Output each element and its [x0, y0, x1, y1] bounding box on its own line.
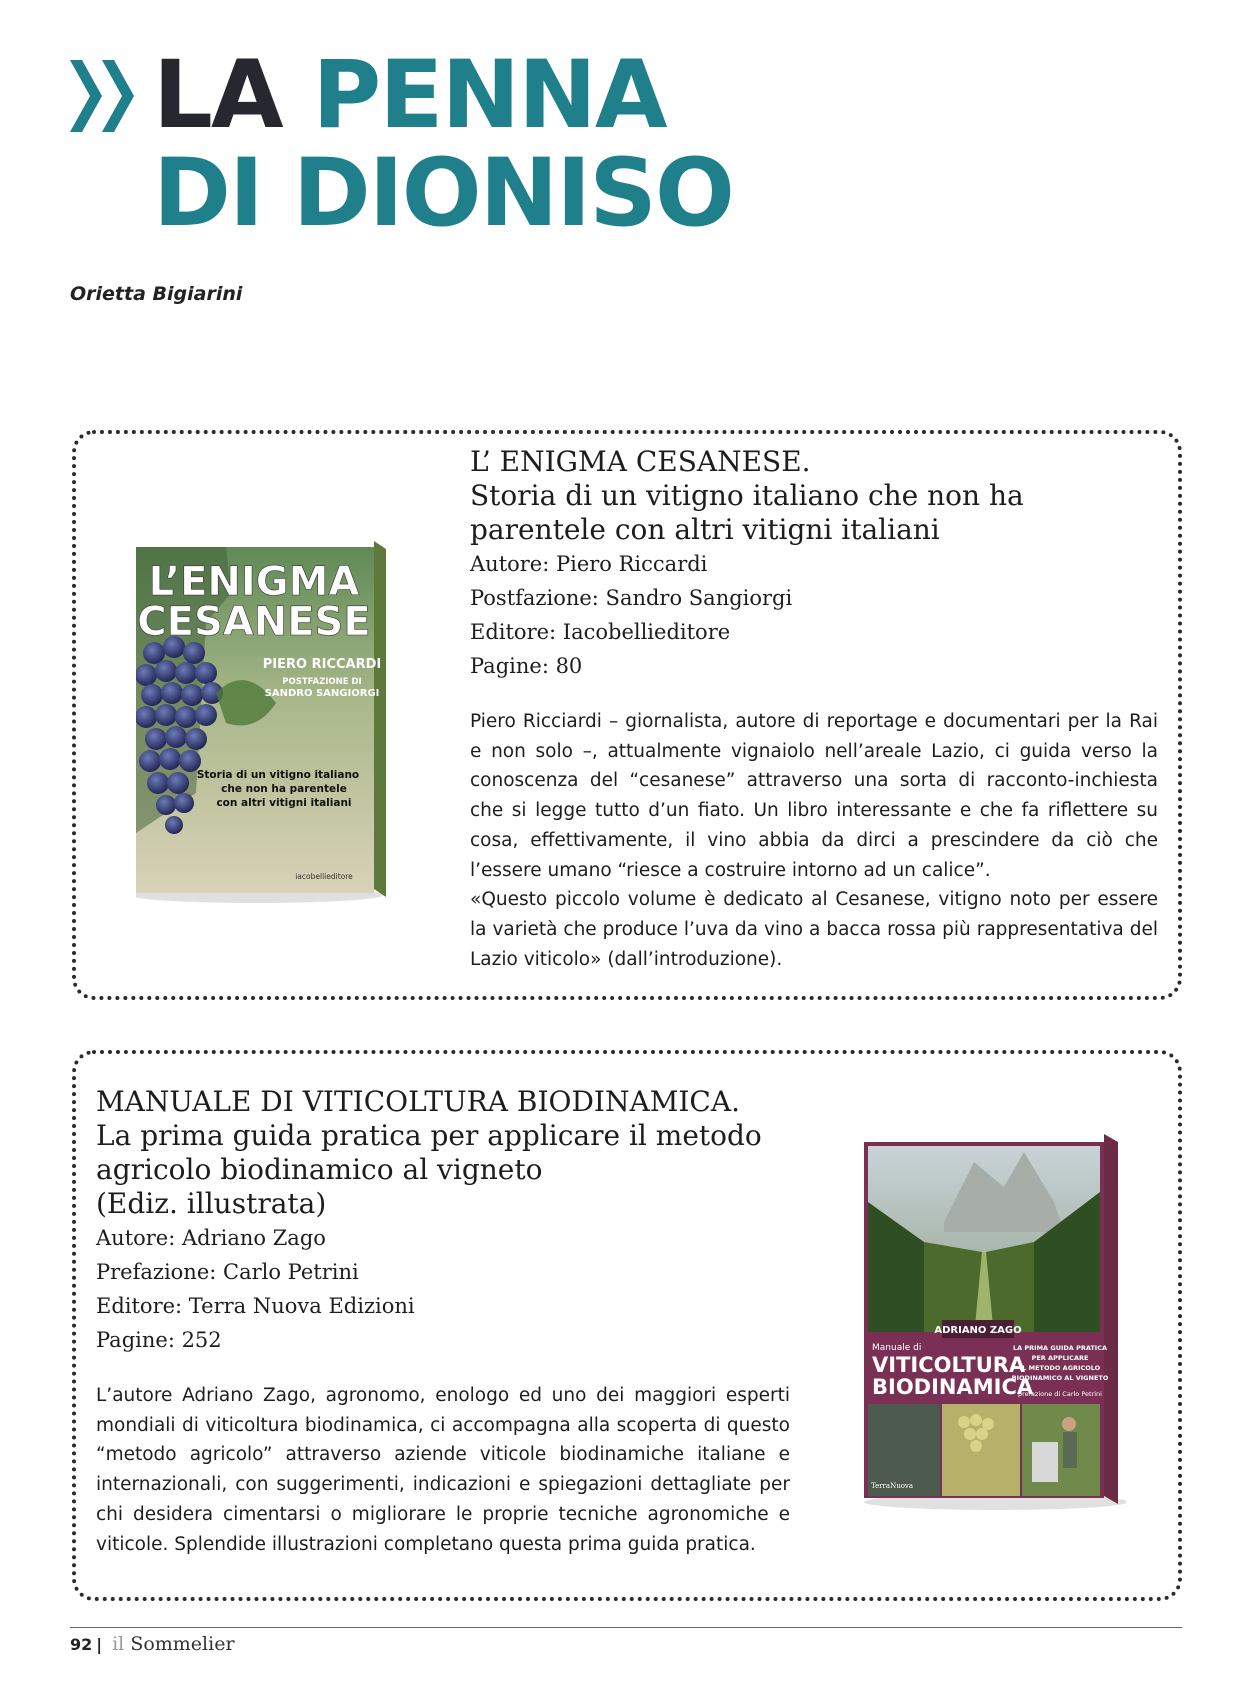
cover1-publisher: iacobellieditore — [295, 872, 353, 881]
book1-title-line1: L’ ENIGMA CESANESE. — [470, 445, 811, 478]
page-title-line1 — [153, 41, 666, 150]
book1-author: Autore: Piero Riccardi — [470, 552, 708, 576]
cover1-subtitle2: che non ha parentele — [221, 783, 347, 795]
cover2-tagline2: PER APPLICARE — [1031, 1354, 1089, 1362]
book2-publisher: Editore: Terra Nuova Edizioni — [96, 1294, 415, 1318]
book1-title-line2: Storia di un vitigno italiano che non ha — [470, 479, 1024, 512]
book2-prefazione: Prefazione: Carlo Petrini — [96, 1260, 359, 1284]
book1-pages: Pagine: 80 — [470, 654, 583, 678]
book1-quote: «Questo piccolo volume è dedicato al Cesanese, vitigno noto per essere la varietà che produce l’uva da vino a bacca rossa più rappresentativa del Lazio viticolo» (dall’introduzione). — [470, 889, 1158, 970]
cover2-manuale: Manuale di — [872, 1343, 922, 1353]
footer-separator: | — [96, 1635, 103, 1654]
title-word-penna: PENNA — [312, 41, 666, 150]
page-title-line2: DI DIONISO — [153, 139, 733, 248]
cover1-subtitle3: con altri vitigni italiani — [216, 797, 352, 809]
book-cover-enigma-cesanese — [136, 533, 392, 905]
book2-title-line4: (Ediz. illustrata) — [96, 1187, 327, 1220]
page-number: 92 — [70, 1635, 93, 1654]
title-word-la: LA — [153, 41, 282, 150]
magazine-prefix: il — [112, 1633, 125, 1655]
article-author: Orietta Bigiarini — [70, 283, 243, 305]
book1-description: Piero Ricciardi – giornalista, autore di reportage e documentari per la Rai e non solo –, attualmente vignaiolo nell’areale Lazio, ci guida verso la conoscenza del “cesanese” attraverso una sorta di racconto-inchiesta che si legge tutto d’un fiato. Un libro interessante e che fa riflettere su cosa, effettivamente, il vino abbia da dirci a prescindere da ciò che l’essere umano “riesce a costruire intorno ad un calice”. — [470, 711, 1158, 881]
book1-postfazione: Postfazione: Sandro Sangiorgi — [470, 586, 793, 610]
footer-rule — [70, 1627, 1182, 1628]
cover1-postfazione-name: SANDRO SANGIORGI — [264, 688, 380, 699]
cover2-tagline3: IL METODO AGRICOLO — [1019, 1364, 1101, 1372]
book1-details — [470, 445, 1158, 974]
book-cover-manuale-viticoltura — [864, 1132, 1126, 1512]
magazine-name — [112, 1633, 234, 1655]
book1-publisher: Editore: Iacobellieditore — [470, 620, 731, 644]
cover1-subtitle1: Storia di un vitigno italiano — [196, 769, 360, 781]
cover1-title2: CESANESE — [137, 599, 371, 645]
book2-title-line1: MANUALE DI VITICOLTURA BIODINAMICA. — [96, 1085, 740, 1118]
cover2-preface: prefazione di Carlo Petrini — [1018, 1390, 1102, 1398]
double-chevron-icon — [68, 56, 138, 136]
magazine-title: Sommelier — [130, 1633, 235, 1655]
book1-title-line3: parentele con altri vitigni italiani — [470, 513, 940, 546]
cover2-author: ADRIANO ZAGO — [934, 1325, 1022, 1336]
page-header — [68, 41, 868, 248]
cover2-title2: BIODINAMICA — [872, 1375, 1034, 1399]
cover1-postfazione: POSTFAZIONE DI — [282, 677, 362, 687]
book2-title-line2: La prima guida pratica per applicare il metodo — [96, 1119, 762, 1152]
book2-details — [96, 1085, 790, 1559]
page-footer — [70, 1633, 235, 1655]
cover2-tagline1: LA PRIMA GUIDA PRATICA — [1012, 1344, 1108, 1352]
cover1-title1: L’ENIGMA — [148, 559, 360, 605]
book2-description: L’autore Adriano Zago, agronomo, enologo ed uno dei maggiori esperti mondiali di viticoltura biodinamica, ci accompagna alla scoperta di questo “metodo agricolo” attraverso aziende viticole biodinamiche italiane e internazionali, con suggerimenti, indicazioni e spiegazioni dettagliate per chi desidera cimentarsi o migliorare le proprie tecniche agronomiche e viticole. Splendide illustrazioni completano questa prima guida pratica. — [96, 1385, 790, 1555]
book2-author: Autore: Adriano Zago — [96, 1226, 326, 1250]
cover2-publisher: TerraNuova — [870, 1482, 914, 1490]
cover2-tagline4: BIODINAMICO AL VIGNETO — [1011, 1374, 1109, 1382]
cover1-author: PIERO RICCARDI — [262, 657, 382, 672]
cover2-title1: VITICOLTURA — [872, 1353, 1026, 1377]
book2-pages: Pagine: 252 — [96, 1328, 222, 1352]
book2-title-line3: agricolo biodinamico al vigneto — [96, 1153, 543, 1186]
